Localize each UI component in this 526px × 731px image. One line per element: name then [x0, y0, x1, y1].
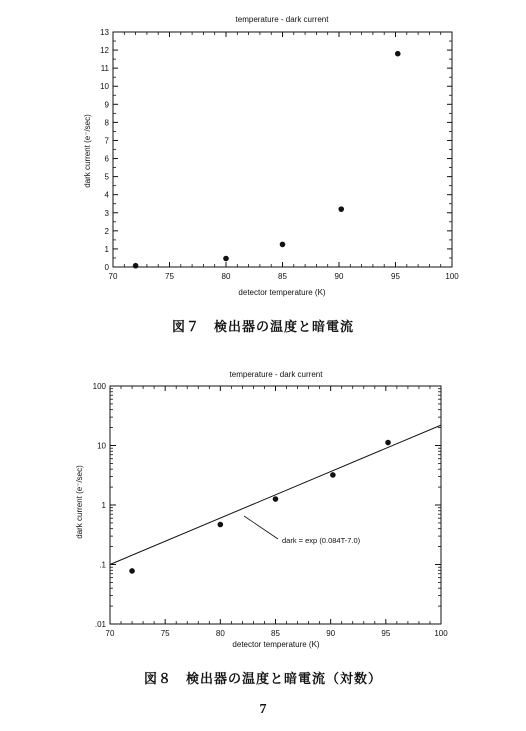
chart1-title: temperature - dark current: [235, 15, 329, 24]
chart2-x-tick-label: 85: [271, 629, 280, 638]
chart1-y-tick-label: 2: [104, 226, 109, 236]
chart1-y-tick-label: 1: [104, 244, 109, 254]
chart1-y-tick-label: 12: [100, 46, 109, 56]
figure8-caption: 図８ 検出器の温度と暗電流（対数）: [143, 672, 382, 687]
chart1-x-tick-label: 90: [334, 272, 344, 281]
chart2-x-tick-label: 100: [434, 629, 448, 638]
chart1-y-tick-label: 10: [100, 82, 109, 92]
chart2-x-tick-label: 90: [326, 629, 336, 638]
chart1-y-tick-label: 9: [104, 100, 109, 110]
chart1-x-tick-label: 75: [165, 272, 174, 281]
chart1-y-tick-label: 0: [104, 263, 109, 272]
chart2-y-tick-label: .1: [99, 560, 106, 570]
chart2-points: [129, 440, 391, 574]
chart1-data-point: [133, 263, 139, 269]
chart2-xlabel: detector temperature (K): [232, 640, 320, 649]
chart1-y-tick-label: 3: [104, 208, 109, 218]
chart2-data-point: [273, 496, 279, 502]
chart2-x-tick-label: 80: [215, 629, 225, 638]
chart2-x-tick-label: 70: [105, 629, 115, 638]
chart1-x-tick-label: 80: [221, 272, 231, 281]
chart1-plot-frame: [113, 32, 452, 267]
chart1-xlabel: detector temperature (K): [238, 288, 326, 297]
figure7-caption: 図７ 検出器の温度と暗電流: [171, 320, 354, 335]
chart2-plot-frame: [110, 386, 441, 624]
chart1-y-tick-label: 4: [104, 190, 109, 200]
chart1-data-point: [338, 206, 344, 212]
annotation-leader-line: [244, 516, 278, 539]
chart2-y-tick-label: 100: [92, 382, 106, 391]
chart2-x-tick-label: 95: [381, 629, 391, 638]
chart2-fit-line: [110, 425, 441, 564]
chart1-ylabel: dark current (e⁻/sec): [83, 114, 92, 188]
chart2-fit-line-group: [110, 425, 441, 564]
chart1-ticks: [100, 28, 459, 281]
page-number: 7: [259, 702, 267, 717]
chart2-y-tick-label: 1: [101, 501, 106, 510]
chart2-data-point: [218, 522, 224, 528]
fit-equation-annotation: dark = exp (0.084T-7.0): [282, 536, 361, 545]
chart1-data-point: [395, 51, 401, 57]
chart1-x-tick-label: 70: [108, 272, 118, 281]
chart1-y-tick-label: 11: [100, 64, 109, 74]
chart2-title: temperature - dark current: [229, 370, 323, 379]
chart1-x-tick-label: 95: [391, 272, 400, 281]
chart1-x-tick-label: 100: [445, 272, 459, 281]
chart1-points: [133, 51, 401, 269]
chart1-y-tick-label: 7: [104, 136, 109, 146]
chart2-data-point: [385, 440, 391, 446]
chart1-y-tick-label: 6: [104, 154, 109, 164]
chart2-ticks: [93, 382, 449, 638]
chart1-x-tick-label: 85: [278, 272, 287, 281]
log-dark-current-chart: [0, 366, 526, 666]
chart1-y-tick-label: 5: [104, 172, 109, 182]
linear-dark-current-chart: [0, 0, 526, 300]
chart2-data-point: [330, 472, 336, 478]
chart1-y-tick-label: 8: [104, 118, 109, 128]
chart1-y-tick-label: 13: [100, 28, 109, 37]
chart2-ylabel: dark current (e⁻/sec): [75, 465, 84, 539]
chart1-data-point: [223, 256, 229, 262]
chart2-x-tick-label: 75: [160, 629, 170, 638]
chart2-data-point: [129, 568, 135, 574]
chart2-y-tick-label: 10: [97, 441, 106, 451]
chart2-y-tick-label: .01: [94, 620, 106, 629]
chart1-data-point: [280, 242, 286, 248]
